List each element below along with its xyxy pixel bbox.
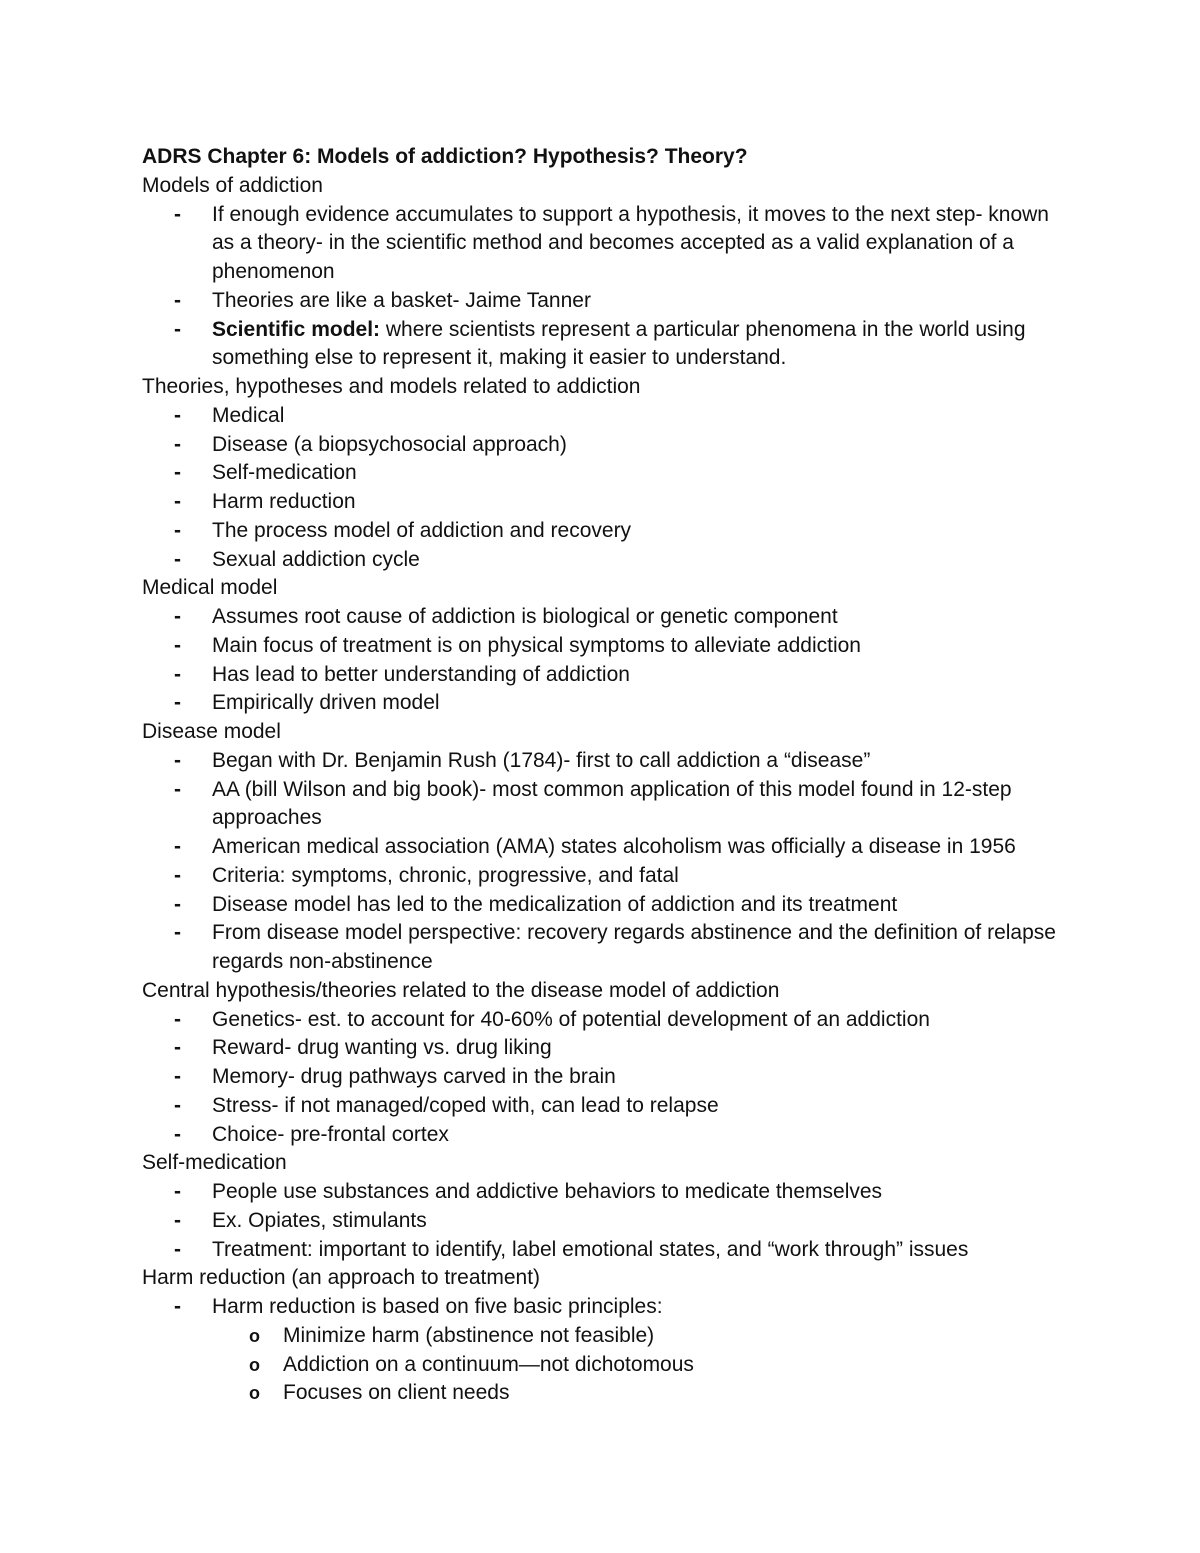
list-item-text: Criteria: symptoms, chronic, progressive, and fatal bbox=[212, 863, 679, 887]
list-item bbox=[174, 1236, 1072, 1265]
list-item bbox=[174, 747, 1072, 776]
circle-bullet-icon: o bbox=[249, 1354, 260, 1375]
document-page bbox=[142, 143, 1072, 1408]
sub-list-item bbox=[249, 1351, 1072, 1380]
list-item-text: Medical bbox=[212, 403, 285, 427]
list-item bbox=[174, 488, 1072, 517]
list-item-text: Has lead to better understanding of addiction bbox=[212, 662, 630, 686]
document-title: ADRS Chapter 6: Models of addiction? Hypothesis? Theory? bbox=[142, 145, 748, 168]
dash-bullet-icon: - bbox=[174, 633, 181, 657]
dash-bullet-icon: - bbox=[174, 777, 181, 801]
dash-bullet-icon: - bbox=[174, 202, 181, 226]
dash-bullet-icon: - bbox=[174, 691, 181, 715]
section-heading: Models of addiction bbox=[142, 173, 323, 197]
dash-bullet-icon: - bbox=[174, 461, 181, 485]
dash-bullet-icon: - bbox=[174, 892, 181, 916]
dash-bullet-icon: - bbox=[174, 518, 181, 542]
circle-bullet-icon: o bbox=[249, 1383, 260, 1404]
bullet-list bbox=[142, 201, 1072, 374]
sub-list-item bbox=[249, 1322, 1072, 1351]
sub-list-item bbox=[249, 1379, 1072, 1408]
list-item bbox=[174, 1034, 1072, 1063]
list-item-text: Assumes root cause of addiction is biological or genetic component bbox=[212, 605, 838, 628]
bullet-list bbox=[142, 747, 1072, 977]
list-item bbox=[174, 517, 1072, 546]
list-item-text: Began with Dr. Benjamin Rush (1784)- first to call addiction a “disease” bbox=[212, 748, 871, 772]
list-item bbox=[174, 1207, 1072, 1236]
bullet-list bbox=[142, 1293, 1072, 1408]
sub-bullet-list bbox=[212, 1322, 1072, 1408]
circle-bullet-icon: o bbox=[249, 1325, 260, 1346]
list-item-text: Ex. Opiates, stimulants bbox=[212, 1208, 427, 1232]
list-item-text: American medical association (AMA) states alcoholism was officially a disease in 1956 bbox=[212, 835, 1016, 858]
list-item bbox=[174, 1178, 1072, 1207]
list-item-text: Memory- drug pathways carved in the brain bbox=[212, 1065, 616, 1088]
sub-list-item-text: Minimize harm (abstinence not feasible) bbox=[283, 1323, 655, 1347]
dash-bullet-icon: - bbox=[174, 1295, 181, 1318]
list-item-text: Main focus of treatment is on physical symptoms to alleviate addiction bbox=[212, 633, 861, 657]
section-heading: Theories, hypotheses and models related to addiction bbox=[142, 375, 641, 398]
list-item-text: People use substances and addictive behaviors to medicate themselves bbox=[212, 1180, 883, 1203]
list-item bbox=[174, 833, 1072, 862]
bullet-list bbox=[142, 603, 1072, 718]
sub-list-item-text: Addiction on a continuum—not dichotomous bbox=[283, 1352, 694, 1376]
list-item-text: Sexual addiction cycle bbox=[212, 547, 420, 571]
dash-bullet-icon: - bbox=[174, 288, 181, 312]
list-item bbox=[174, 689, 1072, 718]
list-item-text: where scientists represent a particular phenomena in the world using something else to represent it, making it easier to understand. bbox=[212, 317, 1026, 370]
bullet-list bbox=[142, 402, 1072, 575]
list-item-text: From disease model perspective: recovery regards abstinence and the definition of relapse regards non-abstinence bbox=[212, 921, 1056, 973]
term-label: Scientific model: bbox=[212, 317, 381, 341]
list-item-text: If enough evidence accumulates to support a hypothesis, it moves to the next step- known as a theory- in the scientific method and becomes accepted as a valid explanation of a phenomenon bbox=[212, 202, 1049, 283]
list-item-text: Theories are like a basket- Jaime Tanner bbox=[212, 288, 591, 312]
section-heading: Disease model bbox=[142, 720, 281, 743]
dash-bullet-icon: - bbox=[174, 748, 181, 772]
list-item-text: Empirically driven model bbox=[212, 691, 440, 715]
list-item bbox=[174, 1006, 1072, 1035]
dash-bullet-icon: - bbox=[174, 317, 181, 341]
list-item-text: Choice- pre-frontal cortex bbox=[212, 1122, 449, 1146]
dash-bullet-icon: - bbox=[174, 1036, 181, 1060]
list-item bbox=[174, 603, 1072, 632]
dash-bullet-icon: - bbox=[174, 662, 181, 686]
list-item-text: AA (bill Wilson and big book)- most common application of this model found in 12-step approaches bbox=[212, 777, 1012, 830]
dash-bullet-icon: - bbox=[174, 1122, 181, 1146]
list-item bbox=[174, 316, 1072, 374]
list-item bbox=[174, 431, 1072, 460]
section-heading: Medical model bbox=[142, 576, 278, 600]
list-item-text: The process model of addiction and recovery bbox=[212, 518, 632, 542]
list-item bbox=[174, 1092, 1072, 1121]
dash-bullet-icon: - bbox=[174, 1208, 181, 1232]
list-item-text: Harm reduction bbox=[212, 490, 356, 513]
dash-bullet-icon: - bbox=[174, 605, 181, 628]
list-item-text: Reward- drug wanting vs. drug liking bbox=[212, 1036, 552, 1060]
list-item bbox=[174, 1121, 1072, 1150]
list-item-text: Treatment: important to identify, label emotional states, and “work through” issues bbox=[212, 1237, 969, 1261]
list-item-text: Disease model has led to the medicalization of addiction and its treatment bbox=[212, 892, 898, 916]
dash-bullet-icon: - bbox=[174, 490, 181, 513]
list-item bbox=[174, 402, 1072, 431]
dash-bullet-icon: - bbox=[174, 1065, 181, 1088]
list-item bbox=[174, 1293, 1072, 1408]
dash-bullet-icon: - bbox=[174, 1237, 181, 1261]
dash-bullet-icon: - bbox=[174, 863, 181, 887]
list-item-text: Genetics- est. to account for 40-60% of potential development of an addiction bbox=[212, 1007, 930, 1031]
list-item bbox=[174, 862, 1072, 891]
list-item bbox=[174, 776, 1072, 834]
list-item-text: Stress- if not managed/coped with, can lead to relapse bbox=[212, 1093, 719, 1117]
list-item bbox=[174, 891, 1072, 920]
document-body bbox=[142, 172, 1072, 1408]
list-item-text: Disease (a biopsychosocial approach) bbox=[212, 432, 567, 456]
list-item bbox=[174, 546, 1072, 575]
dash-bullet-icon: - bbox=[174, 432, 181, 456]
list-item-text: Harm reduction is based on five basic principles: bbox=[212, 1295, 663, 1318]
dash-bullet-icon: - bbox=[174, 921, 181, 945]
list-item-text: Self-medication bbox=[212, 461, 357, 485]
list-item bbox=[174, 632, 1072, 661]
bullet-list bbox=[142, 1178, 1072, 1264]
sub-list-item-text: Focuses on client needs bbox=[283, 1381, 510, 1405]
dash-bullet-icon: - bbox=[174, 403, 181, 427]
section-heading: Self-medication bbox=[142, 1151, 287, 1175]
list-item bbox=[174, 459, 1072, 488]
dash-bullet-icon: - bbox=[174, 835, 181, 858]
dash-bullet-icon: - bbox=[174, 1093, 181, 1117]
bullet-list bbox=[142, 1006, 1072, 1150]
list-item bbox=[174, 287, 1072, 316]
list-item bbox=[174, 919, 1072, 977]
section-heading: Harm reduction (an approach to treatment) bbox=[142, 1266, 541, 1290]
dash-bullet-icon: - bbox=[174, 1007, 181, 1031]
dash-bullet-icon: - bbox=[174, 1180, 181, 1203]
section-heading: Central hypothesis/theories related to the disease model of addiction bbox=[142, 978, 780, 1002]
list-item bbox=[174, 661, 1072, 690]
list-item bbox=[174, 1063, 1072, 1092]
dash-bullet-icon: - bbox=[174, 547, 181, 571]
list-item bbox=[174, 201, 1072, 287]
